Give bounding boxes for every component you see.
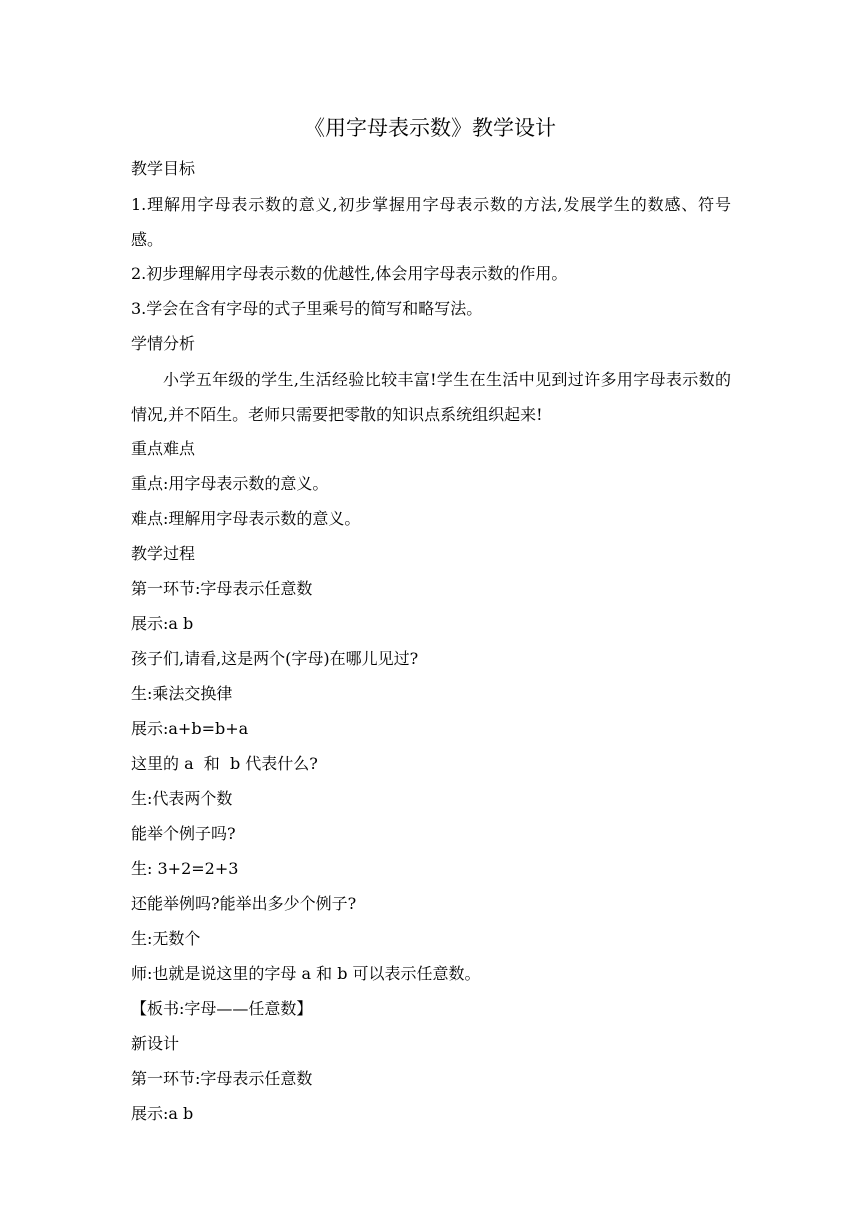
process-line: 第一环节:字母表示任意数 [131, 579, 313, 598]
heading-key-points: 重点难点 [131, 439, 196, 458]
difficult-point: 难点:理解用字母表示数的意义。 [131, 509, 361, 528]
process-line: 生:无数个 [131, 929, 201, 948]
process-line: 新设计 [131, 1034, 180, 1053]
process-line: 还能举例吗?能举出多少个例子? [131, 894, 357, 913]
document-title: 《用字母表示数》教学设计 [304, 116, 556, 140]
process-line: 师:也就是说这里的字母 a 和 b 可以表示任意数。 [131, 964, 481, 983]
process-line: 孩子们,请看,这是两个(字母)在哪儿见过? [131, 649, 419, 668]
goal-item-2: 2.初步理解用字母表示数的优越性,体会用字母表示数的作用。 [131, 264, 568, 283]
process-line: 这里的 a 和 b 代表什么? [131, 754, 318, 773]
process-line: 展示:a b [131, 614, 194, 633]
heading-teaching-goals: 教学目标 [131, 159, 196, 178]
process-line: 【板书:字母——任意数】 [131, 999, 313, 1018]
process-line: 第一环节:字母表示任意数 [131, 1069, 313, 1088]
process-line: 展示:a+b=b+a [131, 719, 249, 738]
key-point: 重点:用字母表示数的意义。 [131, 474, 329, 493]
process-line: 生:乘法交换律 [131, 684, 233, 703]
heading-teaching-process: 教学过程 [131, 544, 196, 563]
process-line: 生: 3+2=2+3 [131, 859, 239, 878]
process-line: 展示:a b [131, 1104, 194, 1123]
process-line: 能举个例子吗? [131, 824, 236, 843]
heading-student-analysis: 学情分析 [131, 334, 196, 353]
student-analysis-paragraph: 小学五年级的学生,生活经验比较丰富!学生在生活中见到过许多用字母表示数的情况,并不陌生。老师只需要把零散的知识点系统组织起来! [131, 370, 731, 424]
process-line: 生:代表两个数 [131, 789, 233, 808]
goal-item-3: 3.学会在含有字母的式子里乘号的简写和略写法。 [131, 299, 483, 318]
goal-item-1: 1.理解用字母表示数的意义,初步掌握用字母表示数的方法,发展学生的数感、符号感。 [131, 195, 731, 249]
document-body [131, 152, 731, 1132]
